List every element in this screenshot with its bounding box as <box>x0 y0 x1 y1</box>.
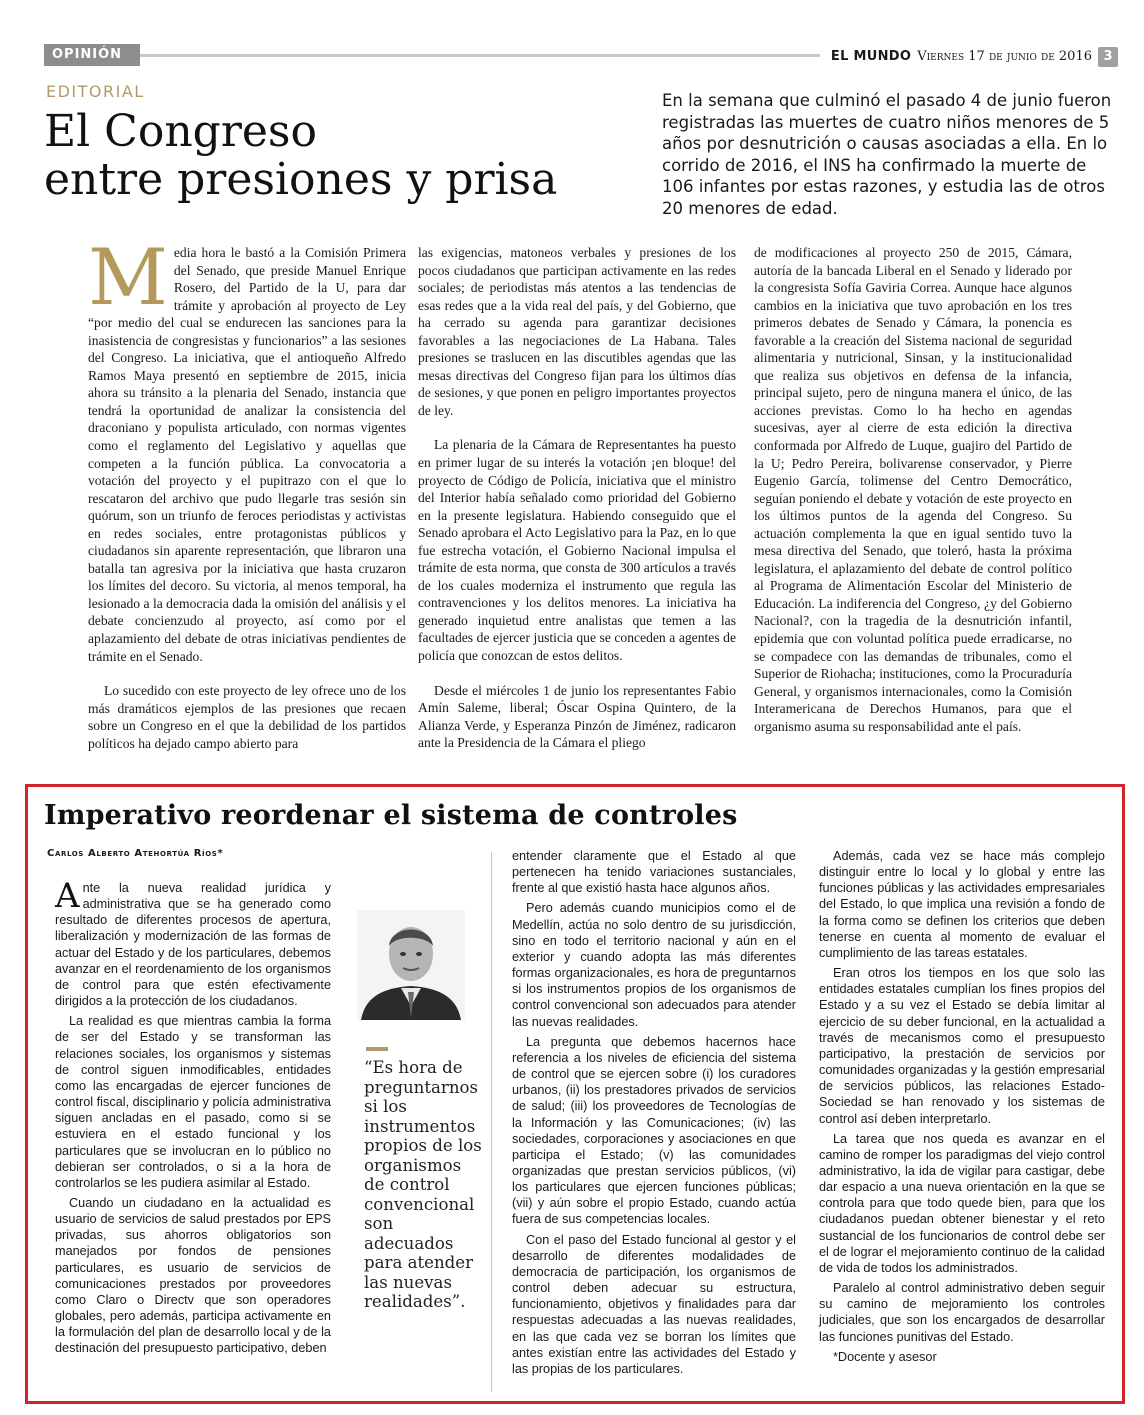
editorial-paragraph: Media hora le bastó a la Comisión Primera del Senado, que preside Manuel Enrique Rosero, del Partido de la U, para dar trámite y aprobación al proyecto de Ley “por medio del cual se endurecen las sanciones para la inasistencia de congresistas y funcionarios” a las sesiones del Congreso. La iniciativa, que el antioqueño Alfredo Ramos Maya presentó en septiembre de 2015, inicia ahora su tránsito a la plenaria del Senado, instancia que tendrá la oportunidad de analizar la consistencia del draconiano y populista articulado, con normas vigentes como el reglamento del Legislativo y aquellas que competen a la función pública. La convocatoria a votación del proyecto y el pupitrazo con el que lo rescataron del archivo que pudo llegarle tras sesión sin quórum, son un triunfo de feroces periodistas y activistas en redes sociales, entre protagonistas públicos y ciudadanos sin aparente representación, que libraron una batalla tan agresiva por la iniciativa que hasta cruzaron los límites del decoro. Su victoria, al menos temporal, ha lesionado a la democracia dada la omisión del análisis y el debate concienzudo al proyecto, así como por el aplazamiento del debate de otras iniciativas pendientes de trámite en el Senado. <box>88 233 406 664</box>
column-byline: Carlos Alberto Atehortúa Ríos* <box>47 848 224 859</box>
column-text-1 <box>55 876 331 1361</box>
masthead <box>831 46 1118 68</box>
editorial-column-2 <box>418 244 736 769</box>
author-photo <box>357 910 465 1020</box>
headline-line-2: entre presiones y prisa <box>44 154 558 205</box>
editorial-headline <box>44 108 644 204</box>
column-text-2 <box>512 848 796 1381</box>
editorial-paragraph: Desde el miércoles 1 de junio los representantes Fabio Amín Saleme, liberal; Óscar Ospina Quintero, de la Alianza Verde, y Esperanza Pinzón de Jiménez, radicaron ante la Presidencia de la Cámara el pliego <box>418 682 736 751</box>
headline-line-1: El Congreso <box>44 106 317 157</box>
drop-cap: M <box>88 233 168 323</box>
section-tag: OPINIÓN <box>44 44 140 66</box>
editorial-paragraph: Lo sucedido con este proyecto de ley ofrece uno de los más dramáticos ejemplos de las presiones que recaen sobre un Congreso en el que la debilidad de los partidos políticos ha dejado campo abierto para <box>88 683 406 751</box>
column-paragraph: Ante la nueva realidad jurídica y administrativa que se ha generado como resultado de diferentes procesos de apertura, liberalización y modernización de las formas de actuar del Estado y de los particulares, debemos avanzar en el reordenamiento de los organismos de control para que estén efectivamente dirigidos a la protección de los ciudadanos. <box>55 876 331 1009</box>
editorial-column-3 <box>754 244 1072 752</box>
editorial-paragraph: las exigencias, matoneos verbales y presiones de los pocos ciudadanos que participan activamente en las redes sociales; de periodistas más atentos a las tendencias de esas redes que a la vida real del país, y del Gobierno, que ha cerrado su agenda para garantizar decisiones favorables a las negociaciones de La Habana. Tales presiones se traslucen en las discutibles agendas que las mesas directivas del Congreso fijan para los últimos días de sesiones, y que ponen en peligro importantes proyectos de ley. <box>418 245 736 418</box>
header-rule <box>140 54 820 57</box>
column-paragraph: Paralelo al control administrativo deben seguir su camino de mejoramiento los controles judiciales, que son los encargados de desarrollar las funciones punitivas del Estado. <box>819 1281 1105 1344</box>
column-paragraph: entender claramente que el Estado al que pertenecen ha tenido variaciones sustanciales, frente al que existió hasta hace algunos años. <box>512 849 796 896</box>
pull-quote-mark <box>366 1047 388 1051</box>
author-footnote: *Docente y asesor <box>833 1349 937 1364</box>
drop-cap: A <box>55 876 80 916</box>
pull-quote: “Es hora de preguntarnos si los instrumentos propios de los organismos de control convencional son adecuados para atender las nuevas realidades”. <box>364 1058 482 1311</box>
newspaper-name: EL MUNDO <box>830 49 912 64</box>
column-paragraph: Pero además cuando municipios como el de Medellín, actúa no solo dentro de su jurisdicción, sino en todo el territorio nacional y aún en el exterior y cuando adopta las más diferentes formas organizacionales, es hora de preguntarnos si los instrumentos propios de los organismos de control convencional son adecuados para atender las nuevas realidades. <box>512 901 796 1029</box>
column-paragraph: La tarea que nos queda es avanzar en el camino de romper los paradigmas del viejo control administrativo, la ida de vigilar para castigar, debe dar espacio a una nueva orientación en la que se controla para que todo quede bien, para que los ciudadanos puedan obtener bienestar y el reto sustancial de los funcionarios de control debe ser el de lograr el mejoramiento continuo de la calidad de vida de todos los administrados. <box>819 1131 1105 1275</box>
column-text-3 <box>819 848 1105 1369</box>
column-paragraph: Eran otros los tiempos en los que solo las entidades estatales cumplían los fines propios del Estado y a su vez el Estado se debía limitar al ejercicio de su deber funcional, en la actualidad a través de mecanismos como el presupuesto participativo, la prestación de servicios por comunidades organizadas y la gestión empresarial de servicios públicos, las relaciones Estado-Sociedad se han renovado y los sistemas de control así deben interpretarlo. <box>819 966 1105 1126</box>
column-title: Imperativo reordenar el sistema de controles <box>44 800 738 831</box>
editorial-kicker: EDITORIAL <box>46 82 145 101</box>
column-divider <box>491 852 492 1392</box>
page-number: 3 <box>1098 47 1118 67</box>
editorial-column-1 <box>88 233 406 769</box>
author-portrait-image <box>357 910 465 1020</box>
column-paragraph: La realidad es que mientras cambia la forma de ser del Estado y se transforman las relaciones sociales, los organismos y sistemas de control siguen inmodificables, entidades como las encargadas de ejercer funciones de control fiscal, disciplinario y policía administrativa siguen ancladas en el pasado, como si se estuviera en el estado funcional y los particulares que se involucran en lo público no debieran ser controlados, o si a la hora de controlarlos se les pudiera asimilar al Estado. <box>55 1014 331 1190</box>
column-paragraph: Cuando un ciudadano en la actualidad es usuario de servicios de salud prestados por EPS privadas, sus ahorros obligatorios son manejados por fondos de pensiones particulares, es usuario de servicios de comunicaciones prestados por proveedores como Claro o Directv que son operadores globales, pero además, participa activamente en la formulación del plan de desarrollo local y de la destinación del presupuesto participativo, deben <box>55 1195 331 1356</box>
issue-date: Viernes 17 de junio de 2016 <box>917 49 1092 64</box>
column-paragraph: Además, cada vez se hace más complejo distinguir entre lo local y lo global y entre las funciones públicas y las actividades empresariales del Estado, lo que implica una revisión a fondo de la forma como se definen los criterios que deben tenerse en cuenta al momento de evaluar el cumplimiento de las tareas estatales. <box>819 849 1105 960</box>
editorial-paragraph: La plenaria de la Cámara de Representantes ha puesto en primer lugar de su interés la votación ¡en bloque! del proyecto de Código de Policía, iniciativa que el ministro del Interior había señalado como prioridad del Gobierno en la presente legislatura. Habiendo conseguido que el Senado aprobara el Acto Legislativo para la Paz, en lo que fue estrecha votación, el Gobierno Nacional impulsa el trámite de esta norma, que consta de 300 artículos a través de los cuales moderniza el instrumento que regula las contravenciones y los delitos menores. La iniciativa ha generado inquietud entre analistas que temen a las facultades de ejercer justicia que se conceden a agentes de policía que conozcan de estos delitos. <box>418 437 736 664</box>
editorial-summary: En la semana que culminó el pasado 4 de junio fueron registradas las muertes de cuatro niños menores de 5 años por desnutrición o causas asociadas a ella. En lo corrido de 2016, el INS ha confirmado la muerte de 106 infantes por estas razones, y estudia las de otros 20 menores de edad. <box>662 91 1112 218</box>
editorial-paragraph: de modificaciones al proyecto 250 de 2015, Cámara, autoría de la bancada Liberal en el Senado y liderado por la congresista Sofía Gaviria Correa. Aunque hace algunos cambios en la iniciativa que tuvo aprobación en los tres primeros debates de Senado y Cámara, la ponencia es favorable a la creación del Sistema nacional de seguridad alimentaria y nutricional, Sinsan, y la institucionalidad que realiza sus objetivos en defensa de la infancia, principal sujeto, pero de ninguna manera el único, de las acciones previstas. Como lo ha hecho en agendas sucesivas, ayer al cierre de esta edición la directiva conformada por Alfredo de Luque, guajiro del Partido de la U; Pedro Pereira, bolivarense conservador, y Pierre Eugenio García, tolimense del Centro Democrático, seguían poniendo el debate y votación de este proyecto en los últimos puntos de la agenda del Congreso. Su actuación complementa la que en igual sentido tuvo la mesa directiva del Senado, que toleró, hasta la próxima legislatura, el aplazamiento del debate de control político al Programa de Alimentación Escolar del Ministerio de Educación. La indiferencia del Congreso, ¿y del Gobierno Nacional?, con la tragedia de la desnutrición infantil, epidemia que con voluntad política puede erradicarse, no se compadece con las demandas de tribunales, como el Superior de Riohacha; instituciones, como la Procuraduría General, y organismos internacionales, como la Comisión Interamericana de Derechos Humanos, para que el organismo asuma su responsabilidad ante el país. <box>754 245 1072 734</box>
column-paragraph: Con el paso del Estado funcional al gestor y el desarrollo de diferentes modalidades de democracia de participación, los organismos de control deben adecuar su estructura, funcionamiento, objetivos y finalidades para dar respuestas adecuadas a las nuevas realidades, en las que cada vez se borran los límites que antes existían entre las actividades del Estado y las propias de los particulares. <box>512 1232 796 1376</box>
column-paragraph: La pregunta que debemos hacernos hace referencia a los niveles de eficiencia del sistema de control que se ejercen sobre (i) los curadores urbanos, (ii) los prestadores privados de servicios de salud; (iii) los proveedores de Tecnologías de la Información y las Comunicaciones; (iv) las sociedades, corporaciones y asociaciones en que participa el Estado; (v) las comunidades organizadas que prestan servicios públicos, (vi) los particulares que ejercen funciones públicas; (vii) y aún sobre el propio Estado, cuando actúa fuera de sus competencias locales. <box>512 1034 796 1227</box>
